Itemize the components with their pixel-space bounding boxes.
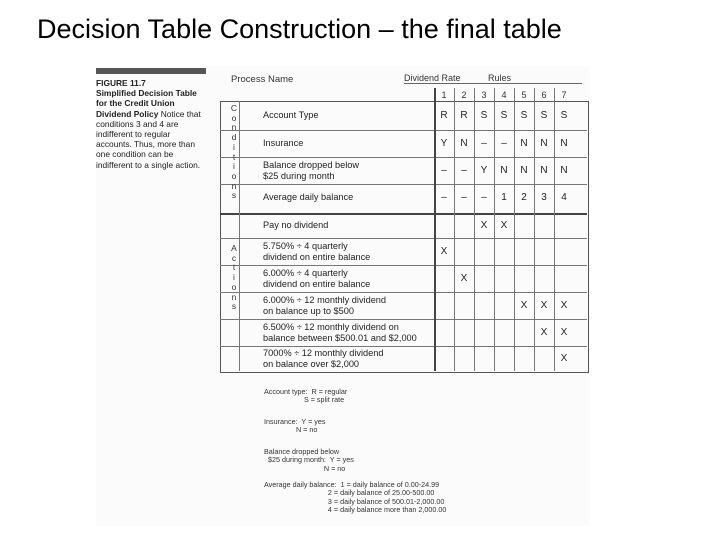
legend-balance: Balance dropped below $25 during month: Y = yes N = no (264, 447, 354, 473)
figure-header-bar (96, 68, 206, 74)
condition-label: Balance dropped below $25 during month (263, 160, 360, 181)
rule-number: 3 (481, 90, 487, 100)
condition-cell: N (500, 164, 508, 176)
condition-cell: N (540, 137, 548, 149)
rules-label: Rules (488, 73, 512, 83)
condition-cell: S (500, 109, 508, 121)
action-cell: X (560, 352, 568, 364)
rule-number: 1 (441, 90, 447, 100)
figure-caption (96, 78, 208, 170)
row-divider (220, 157, 587, 158)
row-divider (220, 292, 587, 293)
legend-insurance: Insurance: Y = yes N = no (264, 417, 326, 435)
condition-cell: R (440, 109, 448, 121)
rule-number: 7 (561, 90, 567, 100)
rule-number: 5 (521, 90, 527, 100)
condition-cell: N (520, 164, 528, 176)
condition-cell: N (560, 137, 568, 149)
rule-number: 6 (541, 90, 547, 100)
condition-cell: – (441, 164, 447, 176)
scanned-figure (96, 66, 590, 526)
condition-cell: 4 (561, 191, 567, 203)
actions-side-label: A c t i o n s (231, 243, 237, 312)
action-cell: X (480, 219, 488, 231)
legend-average-daily: Average daily balance: 1 = daily balance of 0.00-24.99 2 = daily balance of 25.00-500.00 3 = daily balance of 500.01-2,000.00 4 = daily balance more than 2,000.00 (264, 480, 447, 515)
column-divider (434, 88, 436, 371)
condition-cell: 1 (501, 191, 507, 203)
action-label: Pay no dividend (263, 220, 329, 231)
condition-cell: R (460, 109, 468, 121)
condition-label: Account Type (263, 110, 319, 121)
condition-cell: S (560, 109, 568, 121)
action-cell: X (500, 219, 508, 231)
dividend-rate-label: Dividend Rate (404, 73, 461, 83)
condition-cell: – (481, 191, 487, 203)
condition-cell: – (461, 164, 467, 176)
condition-cell: Y (480, 164, 488, 176)
rule-number: 4 (501, 90, 507, 100)
condition-cell: N (520, 137, 528, 149)
action-cell: X (540, 299, 548, 311)
action-label: 6.000% ÷ 12 monthly dividend on balance up to $500 (263, 295, 387, 316)
column-divider (239, 101, 240, 371)
column-divider (514, 88, 515, 371)
figure-caption-text: Notice that conditions 3 and 4 are indifferent to regular accounts. Thus, more than one condition can be indifferent to a single action. (96, 108, 201, 170)
action-cell: X (460, 272, 468, 284)
action-cell: X (540, 326, 548, 338)
row-divider (220, 184, 587, 185)
row-divider (220, 130, 587, 131)
row-divider (220, 265, 587, 266)
condition-cell: – (461, 191, 467, 203)
action-cell: X (560, 299, 568, 311)
row-divider (220, 319, 587, 320)
rule-number: 2 (461, 90, 467, 100)
action-cell: X (440, 245, 448, 257)
action-label: 6.500% ÷ 12 monthly dividend on balance between $500.01 and $2,000 (263, 322, 417, 343)
condition-label: Insurance (263, 138, 304, 149)
condition-cell: N (460, 137, 468, 149)
conditions-side-label: C o n d i t i o n s (230, 103, 238, 201)
condition-cell: – (441, 191, 447, 203)
header-underline (404, 83, 582, 84)
row-divider (220, 213, 587, 215)
row-divider (220, 346, 587, 347)
figure-label: FIGURE 11.7 (96, 78, 146, 88)
condition-cell: S (480, 109, 488, 121)
condition-cell: S (520, 109, 528, 121)
condition-label: Average daily balance (263, 192, 354, 203)
process-name-label: Process Name (231, 74, 294, 85)
condition-cell: – (481, 137, 487, 149)
action-cell: X (520, 299, 528, 311)
condition-cell: – (501, 137, 507, 149)
legend-account-type: Account type: R = regular S = split rate (264, 387, 348, 405)
figure-caption-title: Simplified Decision Table for the Credit Union Dividend Policy (96, 88, 197, 119)
condition-cell: N (560, 164, 568, 176)
condition-cell: 3 (541, 191, 547, 203)
column-divider (454, 88, 455, 371)
slide-title: Decision Table Construction – the final table (37, 14, 562, 44)
action-cell: X (560, 326, 568, 338)
condition-cell: N (540, 164, 548, 176)
condition-cell: S (540, 109, 548, 121)
condition-cell: 2 (521, 191, 527, 203)
action-label: 6.000% ÷ 4 quarterly dividend on entire balance (263, 268, 371, 289)
action-label: 7000% ÷ 12 monthly dividend on balance over $2,000 (263, 348, 384, 369)
action-label: 5.750% ÷ 4 quarterly dividend on entire balance (263, 241, 371, 262)
row-divider (220, 238, 587, 239)
condition-cell: Y (440, 137, 448, 149)
